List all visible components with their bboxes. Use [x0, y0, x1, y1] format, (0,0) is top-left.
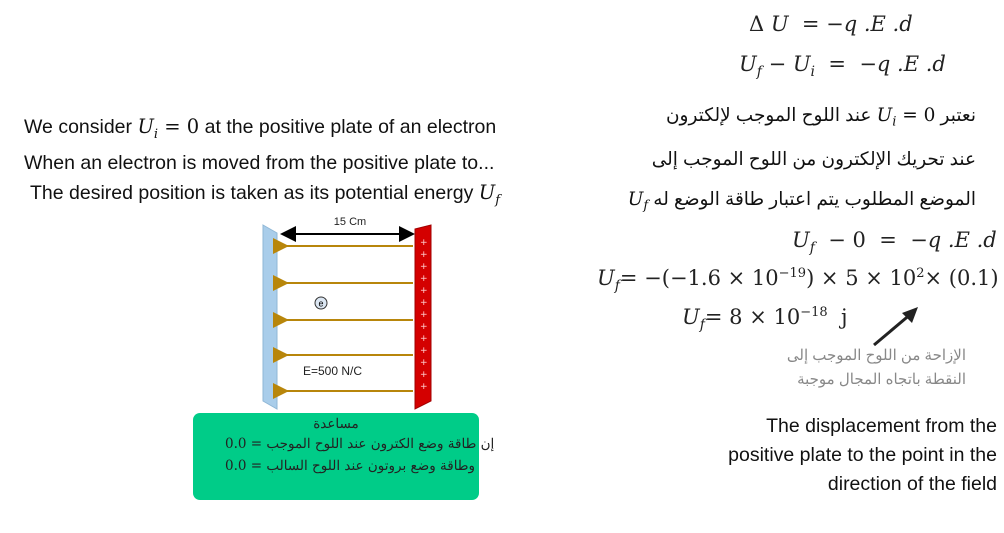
english-intro: [24, 112, 584, 215]
field-strength-label: E=500 N/C: [303, 364, 363, 378]
equation-uf-minus-ui: $U_f - U_i = -q$ .E .d: [739, 52, 946, 81]
displacement-note-en-line-2: positive plate to the point in the: [728, 444, 997, 466]
arabic-line-1: نعتبر $U_i = 0$ عند اللوح الموجب لإلكترون: [665, 104, 976, 130]
negative-plate: [263, 225, 277, 409]
svg-text:+: +: [420, 286, 428, 296]
capacitor-figure: [255, 205, 445, 410]
help-box: [193, 413, 495, 500]
electron-label: e: [318, 298, 324, 309]
english-line-1: We consider $U_i = 0$ at the positive plate of an electron: [24, 115, 497, 142]
equation-delta-u: Δ U = −q .E .d: [749, 12, 913, 36]
equation-uf-numeric: $U_f= -(-1.6 \times 10^{-19}) \times 5 \times 10^2\times (0.1)$: [597, 266, 999, 295]
svg-text:+: +: [420, 346, 428, 356]
svg-text:+: +: [420, 274, 428, 284]
arabic-line-2: عند تحريك الإلكترون من اللوح الموجب إلى: [651, 148, 976, 169]
arabic-line-3: الموضع المطلوب يتم اعتبار طاقة الوضع له $U_f$: [627, 188, 976, 214]
displacement-note-en-line-1: The displacement from the: [766, 415, 997, 437]
svg-text:+: +: [420, 310, 428, 320]
help-line-2: وطاقة وضع بروتون عند اللوح السالب = 0.0: [225, 458, 476, 474]
svg-text:+: +: [420, 322, 428, 332]
svg-text:+: +: [420, 382, 428, 392]
distance-label: 15 Cm: [333, 216, 367, 228]
english-line-2: When an electron is moved from the positive plate to...: [24, 151, 495, 174]
svg-text:+: +: [420, 262, 428, 272]
help-line-1: إن طاقة وضع الكترون عند اللوح الموجب = 0.0: [225, 436, 495, 452]
displacement-note-ar-line-2: النقطة باتجاه المجال موجبة: [797, 371, 966, 388]
svg-text:+: +: [420, 334, 428, 344]
svg-text:+: +: [420, 238, 428, 248]
displacement-note-en-line-3: direction of the field: [827, 473, 997, 495]
svg-text:+: +: [420, 358, 428, 368]
displacement-note-en: [652, 412, 997, 499]
svg-text:+: +: [420, 250, 428, 260]
displacement-note-ar-line-1: الإزاحة من اللوح الموجب إلى: [786, 347, 966, 364]
svg-text:+: +: [420, 298, 428, 308]
svg-text:+: +: [420, 370, 428, 380]
english-line-3: The desired position is taken as its potential energy $U_f$: [30, 180, 501, 208]
help-title: مساعدة: [313, 416, 359, 432]
equation-uf-result: $U_f= 8 \times 10^{-18}$ j: [682, 305, 848, 334]
equation-uf-zero: $U_f - 0 = -q$ .E .d: [792, 228, 997, 257]
